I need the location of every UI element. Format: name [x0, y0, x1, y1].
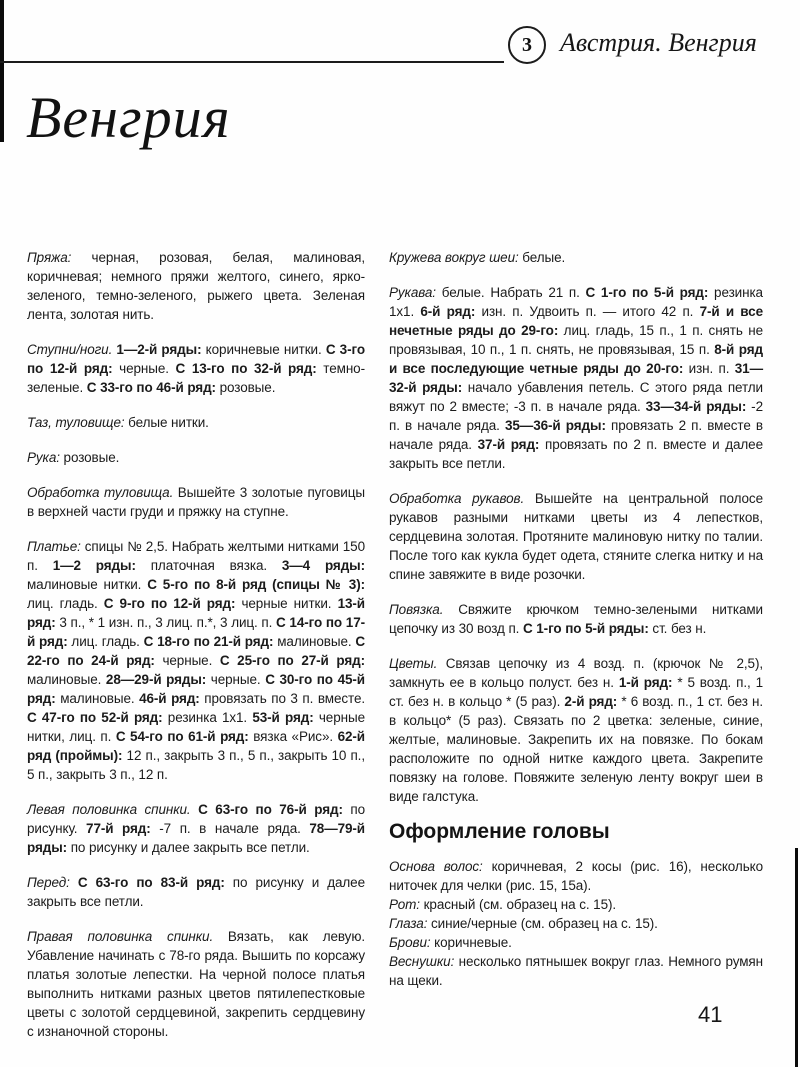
- text-run: 1—2 ряды:: [52, 558, 136, 573]
- paragraph: [389, 933, 763, 952]
- text-run: коричневые.: [430, 935, 512, 950]
- text-run: 2-й ряд:: [564, 694, 618, 709]
- text-run: Повязка.: [389, 602, 444, 617]
- text-run: коричневая, 2 косы (рис. 16), несколько ниточек для челки (рис. 15, 15а).: [389, 859, 763, 893]
- text-run: Платье:: [27, 539, 81, 554]
- text-run: по рисунку и далее закрыть все петли.: [67, 840, 310, 855]
- text-run: 3 п., * 1 изн. п., 3 лиц. п.*, 3 лиц. п.: [55, 615, 277, 630]
- text-run: лиц. гладь.: [27, 596, 104, 611]
- text-run: черные нитки.: [235, 596, 338, 611]
- text-run: черные.: [206, 672, 266, 687]
- page-number: 41: [698, 1002, 723, 1027]
- paragraph: [389, 654, 763, 806]
- page-title: Венгрия: [26, 85, 231, 150]
- paragraph: [27, 340, 365, 397]
- paragraph: [389, 248, 763, 267]
- text-run: 77-й ряд:: [86, 821, 151, 836]
- paragraph: [27, 413, 365, 432]
- text-run: 31—32-й ряды:: [389, 361, 763, 395]
- text-run: С 14-го по 17-й ряд:: [27, 615, 365, 649]
- text-run: С 54-го по 61-й ряд:: [115, 729, 249, 744]
- text-run: начало убавления петель. С этого ряда петли вяжут по 2 вместе; -3 п. в начале ряда.: [389, 380, 763, 414]
- text-run: резинка 1х1.: [162, 710, 253, 725]
- text-run: красный (см. образец на с. 15).: [419, 897, 617, 912]
- text-run: Рот:: [389, 897, 420, 912]
- text-run: Вышейте на центральной полосе рукавов разными нитками цветы из 4 лепестков, сердцевина золотая. Протяните малиновую нитку по талии. После того как кукла будет одета, стяните слегка нитку и на спине завяжите в виде розочки.: [389, 491, 763, 582]
- text-run: малиновые.: [55, 691, 140, 706]
- text-run: Левая половинка спинки.: [27, 802, 191, 817]
- left-column: [27, 248, 365, 1057]
- right-edge-scan-bar: [795, 848, 798, 1067]
- text-run: С 5-го по 8-й ряд (спицы № 3):: [147, 577, 365, 592]
- text-run: черные нитки, лиц. п.: [27, 710, 365, 744]
- text-run: темно-зеленые.: [27, 361, 365, 395]
- text-run: -2 п. в начале ряда.: [389, 399, 763, 433]
- text-run: 3—4 ряды:: [281, 558, 365, 573]
- text-run: Веснушки:: [389, 954, 455, 969]
- paragraph: [389, 600, 763, 638]
- text-run: несколько пятнышек вокруг глаз. Немного румян на щеки.: [389, 954, 763, 988]
- text-run: малиновые.: [273, 634, 356, 649]
- text-run: лиц. гладь.: [67, 634, 144, 649]
- text-run: С 63-го по 83-й ряд:: [77, 875, 225, 890]
- text-run: черная, розовая, белая, малиновая, коричневая; немного пряжи желтого, синего, ярко-зеленого, темно-зеленого, рыжего цвета. Зеленая лента, золотая нить.: [27, 250, 365, 322]
- paragraph: [27, 927, 365, 1041]
- text-run: 6-й ряд:: [420, 304, 476, 319]
- text-run: 8-й ряд и все последующие четные ряды до 20-го:: [389, 342, 763, 376]
- text-run: 35—36-й ряды:: [504, 418, 606, 433]
- text-run: малиновые.: [27, 672, 106, 687]
- text-run: коричневые нитки.: [201, 342, 326, 357]
- text-run: белые нитки.: [124, 415, 209, 430]
- left-edge-scan-bar: [0, 0, 4, 142]
- text-run: С 3-го по 12-й ряд:: [27, 342, 365, 376]
- text-run: Таз, туловище:: [27, 415, 125, 430]
- text-run: С 30-го по 45-й ряд:: [27, 672, 365, 706]
- text-run: провязать 2 п. вместе в начале ряда.: [389, 418, 763, 452]
- text-run: 13-й ряд:: [27, 596, 365, 630]
- text-run: С 22-го по 24-й ряд:: [27, 634, 365, 668]
- paragraph: [389, 283, 763, 473]
- text-run: ст. без н.: [648, 621, 707, 636]
- text-run: С 47-го по 52-й ряд:: [27, 710, 163, 725]
- text-run: -7 п. в начале ряда.: [150, 821, 310, 836]
- chapter-number-badge: [508, 26, 546, 64]
- paragraph: [389, 914, 763, 933]
- text-run: розовые.: [59, 450, 120, 465]
- page-body: [27, 248, 763, 1057]
- chapter-number: 3: [522, 33, 532, 56]
- text-run: Цветы.: [389, 656, 438, 671]
- text-run: Брови:: [389, 935, 431, 950]
- text-run: Правая половинка спинки.: [27, 929, 214, 944]
- text-run: С 13-го по 32-й ряд:: [175, 361, 317, 376]
- text-run: 1-й ряд:: [618, 675, 673, 690]
- right-column: [389, 248, 763, 1057]
- text-run: Ступни/ноги.: [27, 342, 113, 357]
- text-run: по рисунку и далее закрыть все петли.: [27, 875, 365, 909]
- paragraph: [389, 489, 763, 584]
- text-run: Перед:: [27, 875, 70, 890]
- text-run: черные.: [112, 361, 176, 376]
- text-run: Связав цепочку из 4 возд. п. (крючок № 2,5), замкнуть ее в кольцо полуст. без н.: [389, 656, 763, 690]
- text-run: 62-й ряд (проймы):: [27, 729, 365, 763]
- text-run: С 1-го по 5-й ряд:: [585, 285, 709, 300]
- text-run: изн. п.: [683, 361, 735, 376]
- text-run: 12 п., закрыть 3 п., 5 п., закрыть 10 п., 5 п., закрыть 3 п., 12 п.: [27, 748, 365, 782]
- text-run: 7-й и все нечетные ряды до 29-го:: [389, 304, 763, 338]
- text-run: 78—79-й ряды:: [27, 821, 366, 855]
- text-run: резинка 1х1.: [389, 285, 763, 319]
- header-divider: [0, 61, 504, 63]
- text-run: провязать по 3 п. вместе.: [199, 691, 365, 706]
- text-run: Рука:: [27, 450, 60, 465]
- text-run: по рисунку.: [27, 802, 365, 836]
- text-run: * 6 возд. п., 1 ст. без н. в кольцо* (5 раз). Связать по 2 цветка: зеленые, синие, желтые, малиновые. Закрепить их на повязке. По бокам расположите по одной нитке каждого цвета. Закрепите повязку на голове. Повяжите зеленую ленту вокруг шеи в виде галстука.: [389, 694, 763, 804]
- paragraph: [389, 895, 763, 914]
- paragraph: [389, 952, 763, 990]
- text-run: синие/черные (см. образец на с. 15).: [427, 916, 658, 931]
- text-run: Пряжа:: [27, 250, 72, 265]
- text-run: Вязать, как левую. Убавление начинать с 78-го ряда. Вышить по корсажу платья золотые лепестки. На черной полосе платья выполнить нитками разных цветов пятилепестковые цветы с золотой сердцевиной, закрепить сердцевину с изнаночной стороны.: [27, 929, 365, 1039]
- text-run: [191, 802, 199, 817]
- text-run: Обработка туловища.: [27, 485, 174, 500]
- text-run: провязать по 2 п. вместе и далее закрыть все петли.: [389, 437, 763, 471]
- paragraph: [27, 800, 365, 857]
- text-run: 53-й ряд:: [252, 710, 314, 725]
- paragraph: [27, 537, 365, 784]
- paragraph: [389, 857, 763, 895]
- text-run: Основа волос:: [389, 859, 483, 874]
- text-run: розовые.: [215, 380, 276, 395]
- text-run: черные.: [154, 653, 220, 668]
- text-run: Рукава:: [389, 285, 436, 300]
- text-run: платочная вязка.: [135, 558, 282, 573]
- text-run: 28—29-й ряды:: [105, 672, 207, 687]
- text-run: 37-й ряд:: [477, 437, 540, 452]
- text-run: Глаза:: [389, 916, 428, 931]
- paragraph: [27, 873, 365, 911]
- text-run: Обработка рукавов.: [389, 491, 525, 506]
- text-run: Вышейте 3 золотые пуговицы в верхней части груди и пряжку на ступне.: [27, 485, 365, 519]
- text-run: 1—2-й ряды:: [116, 342, 202, 357]
- paragraph: [27, 483, 365, 521]
- text-run: малиновые нитки.: [27, 577, 148, 592]
- text-run: 33—34-й ряды:: [645, 399, 747, 414]
- text-run: вязка «Рис».: [248, 729, 338, 744]
- text-run: Кружева вокруг шеи:: [389, 250, 519, 265]
- text-run: изн. п. Удвоить п. — итого 42 п.: [475, 304, 700, 319]
- text-run: [70, 875, 78, 890]
- paragraph: [27, 248, 365, 324]
- text-run: С 9-го по 12-й ряд:: [103, 596, 236, 611]
- section-heading: Оформление головы: [389, 820, 610, 843]
- running-head: Австрия. Венгрия: [560, 28, 757, 57]
- text-run: лиц. гладь, 15 п., 1 п. снять не провязывая, 10 п., 1 п. снять, не провязывая, 15 п.: [389, 323, 764, 357]
- text-run: 46-й ряд:: [139, 691, 200, 706]
- text-run: С 33-го по 46-й ряд:: [86, 380, 216, 395]
- text-run: С 18-го по 21-й ряд:: [143, 634, 274, 649]
- text-run: * 5 возд. п., 1 ст. без н. в кольцо * (5 раз).: [389, 675, 763, 709]
- text-run: спицы № 2,5. Набрать желтыми нитками 150 п.: [27, 539, 365, 573]
- text-run: С 1-го по 5-й ряды:: [522, 621, 649, 636]
- paragraph: [27, 448, 365, 467]
- text-run: белые. Набрать 21 п.: [435, 285, 586, 300]
- text-run: Свяжите крючком темно-зелеными нитками цепочку из 30 возд п.: [389, 602, 763, 636]
- text-run: С 63-го по 76-й ряд:: [198, 802, 343, 817]
- text-run: С 25-го по 27-й ряд:: [219, 653, 365, 668]
- text-run: белые.: [518, 250, 566, 265]
